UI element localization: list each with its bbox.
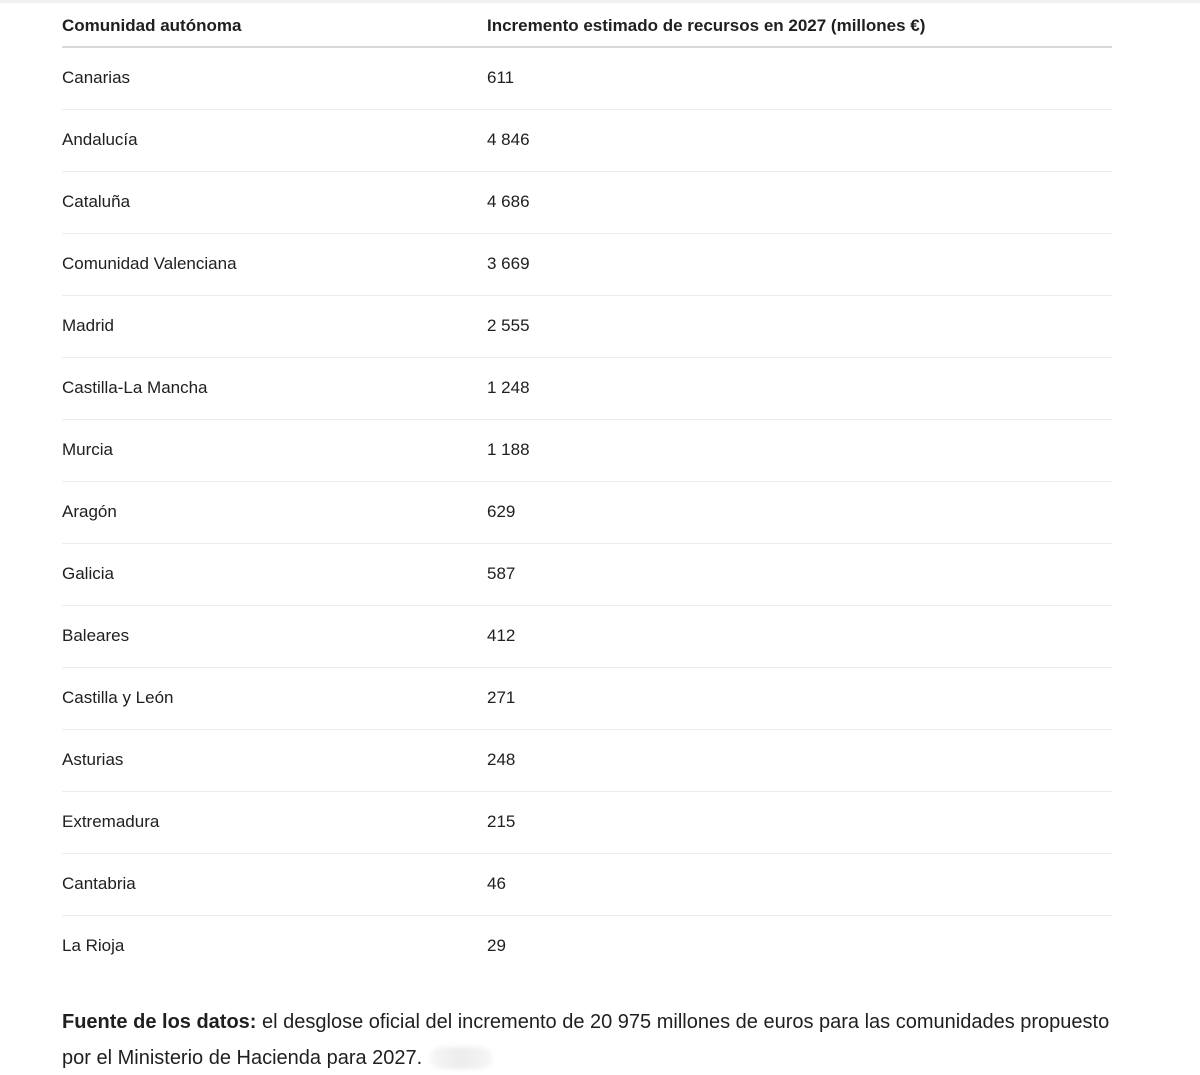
table-row [62, 854, 1112, 916]
table-row [62, 234, 1112, 296]
region-cell: Castilla-La Mancha [62, 378, 208, 397]
region-cell: Baleares [62, 626, 130, 645]
data-table [62, 4, 1112, 977]
source-label: Fuente de los datos: [62, 1011, 257, 1033]
table-row [62, 296, 1112, 358]
increase-cell: 271 [487, 688, 516, 707]
region-cell: Cantabria [62, 874, 136, 893]
table-row [62, 110, 1112, 172]
increase-cell: 46 [487, 874, 506, 893]
region-cell: Extremadura [62, 812, 160, 831]
table-row [62, 606, 1112, 668]
region-cell: Asturias [62, 750, 124, 769]
region-cell: Aragón [62, 502, 117, 521]
table-row [62, 668, 1112, 730]
increase-cell: 1 188 [487, 440, 530, 459]
table-row [62, 48, 1112, 110]
table-header-row [62, 4, 1112, 48]
increase-cell: 2 555 [487, 316, 530, 335]
region-cell: Galicia [62, 564, 114, 583]
table-row [62, 172, 1112, 234]
increase-cell: 611 [487, 68, 515, 87]
region-cell: Murcia [62, 440, 114, 459]
region-cell: Andalucía [62, 130, 138, 149]
increase-cell: 215 [487, 812, 516, 831]
increase-cell: 29 [487, 936, 506, 955]
increase-cell: 412 [487, 626, 516, 645]
region-cell: Cataluña [62, 192, 131, 211]
blurred-link-placeholder [430, 1047, 492, 1069]
column-header-region: Comunidad autónoma [62, 16, 242, 35]
increase-cell: 4 686 [487, 192, 530, 211]
increase-cell: 587 [487, 564, 516, 583]
region-cell: Madrid [62, 316, 114, 335]
increase-cell: 3 669 [487, 254, 530, 273]
table-row [62, 544, 1112, 606]
region-cell: Comunidad Valenciana [62, 254, 237, 273]
column-header-increase: Incremento estimado de recursos en 2027 (millones €) [487, 16, 926, 35]
source-text: el desglose oficial del incremento de 20 975 millones de euros para las comunidades propuesto por el Ministerio de Hacienda para 2027. [62, 1011, 1110, 1069]
table-row [62, 730, 1112, 792]
source-note [62, 1004, 1122, 1075]
table-row [62, 482, 1112, 544]
table-row [62, 792, 1112, 854]
increase-cell: 629 [487, 502, 516, 521]
increase-cell: 248 [487, 750, 516, 769]
region-cell: La Rioja [62, 936, 125, 955]
top-divider [0, 0, 1200, 3]
increase-cell: 4 846 [487, 130, 530, 149]
region-cell: Castilla y León [62, 688, 174, 707]
increase-cell: 1 248 [487, 378, 530, 397]
region-cell: Canarias [62, 68, 131, 87]
table-row [62, 916, 1112, 977]
table-row [62, 420, 1112, 482]
table-row [62, 358, 1112, 420]
